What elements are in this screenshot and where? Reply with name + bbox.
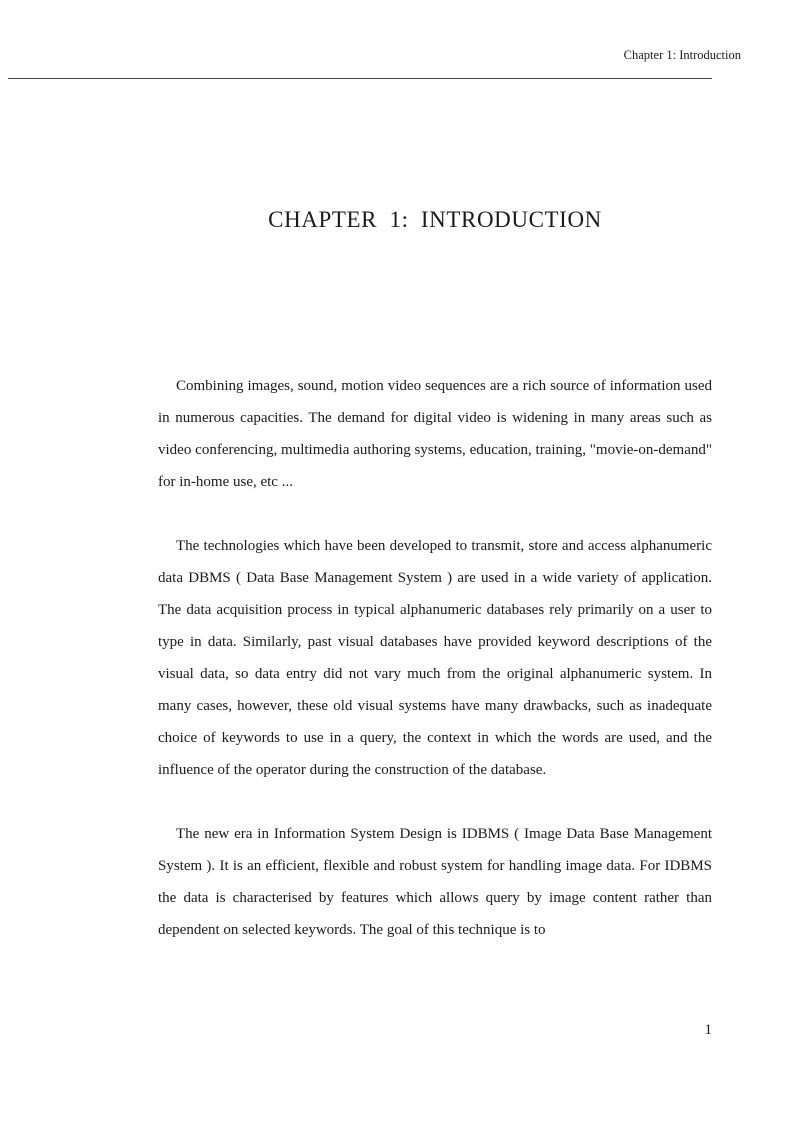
paragraph-3: The new era in Information System Design is IDBMS ( Image Data Base Management System ). It is an efficient, flexible and robust system for handling image data. For IDBMS the data is characterised by features which allows query by image content rather than dependent on selected keywords. The goal of this technique is to xyxy=(158,826,712,938)
body-text xyxy=(158,370,712,978)
chapter-title: CHAPTER 1: INTRODUCTION xyxy=(268,207,602,232)
paragraph-1: Combining images, sound, motion video sequences are a rich source of information used in numerous capacities. The demand for digital video is widening in many areas such as video conferencing, multimedia authoring systems, education, training, "movie-on-demand" for in-home use, etc ... xyxy=(158,378,712,490)
header-rule xyxy=(8,78,712,79)
page-number: 1 xyxy=(704,1022,712,1038)
paragraph-2: The technologies which have been developed to transmit, store and access alphanumeric data DBMS ( Data Base Management System ) are used in a wide variety of application. The data acquisition process in typical alphanumeric databases rely primarily on a user to type in data. Similarly, past visual databases have provided keyword descriptions of the visual data, so data entry did not vary much from the original alphanumeric system. In many cases, however, these old visual systems have many drawbacks, such as inadequate choice of keywords to use in a query, the context in which the words are used, and the influence of the operator during the construction of the database. xyxy=(158,538,712,778)
running-header: Chapter 1: Introduction xyxy=(623,48,741,62)
